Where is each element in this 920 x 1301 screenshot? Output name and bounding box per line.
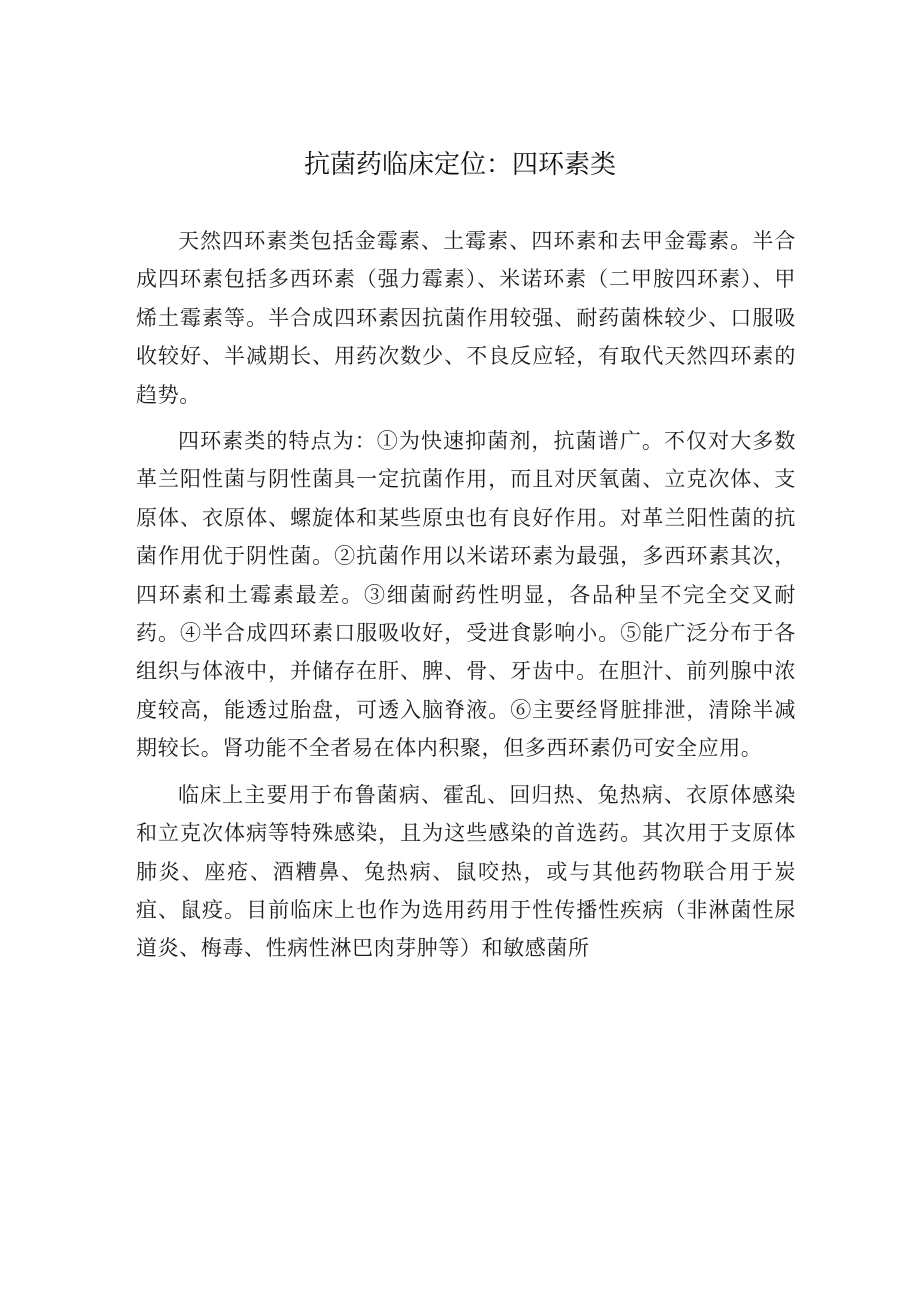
document-body xyxy=(136,222,796,976)
paragraph-characteristics: 四环素类的特点为：①为快速抑菌剂，抗菌谱广。不仅对大多数革兰阳性菌与阴性菌具一定抗菌作用，而且对厌氧菌、立克次体、支原体、衣原体、螺旋体和某些原虫也有良好作用。对革兰阳性菌的抗菌作用优于阴性菌。②抗菌作用以米诺环素为最强，多西环素其次，四环素和土霉素最差。③细菌耐药性明显，各品种呈不完全交叉耐药。④半合成四环素口服吸收好，受进食影响小。⑤能广泛分布于各组织与体液中，并储存在肝、脾、骨、牙齿中。在胆汁、前列腺中浓度较高，能透过胎盘，可透入脑脊液。⑥主要经肾脏排泄，清除半减期较长。肾功能不全者易在体内积聚，但多西环素仍可安全应用。 xyxy=(136,429,796,761)
page-title: 抗菌药临床定位：四环素类 xyxy=(303,150,616,180)
paragraph-clinical-use: 临床上主要用于布鲁菌病、霍乱、回归热、兔热病、衣原体感染和立克次体病等特殊感染，且为这些感染的首选药。其次用于支原体肺炎、座疮、酒糟鼻、兔热病、鼠咬热，或与其他药物联合用于炭疽、鼠疫。目前临床上也作为选用药用于性传播性疾病（非淋菌性尿道炎、梅毒、性病性淋巴肉芽肿等）和敏感菌所 xyxy=(136,782,796,961)
paragraph-overview: 天然四环素类包括金霉素、土霉素、四环素和去甲金霉素。半合成四环素包括多西环素（强力霉素）、米诺环素（二甲胺四环素）、甲烯土霉素等。半合成四环素因抗菌作用较强、耐药菌株较少、口服吸收较好、半减期长、用药次数少、不良反应轻，有取代天然四环素的趋势。 xyxy=(136,229,796,407)
